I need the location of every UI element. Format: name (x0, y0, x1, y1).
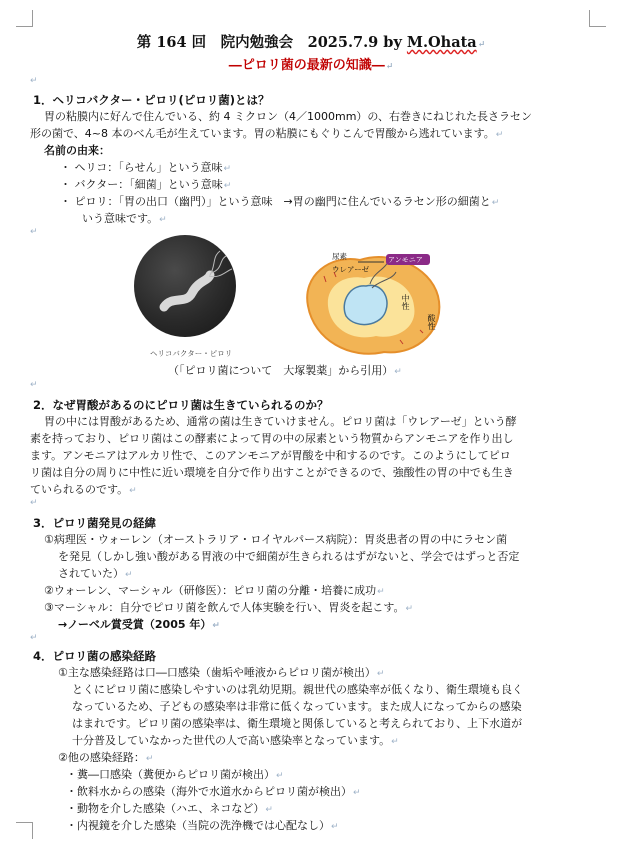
other-routes-title: ②他の感染経路：↵ (58, 751, 154, 764)
other-route-item: ・動物を介した感染（ハエ、ネコなど）↵ (66, 802, 273, 815)
nobel-prize-note: →ノーベル賞受賞（2005 年）↵ (58, 618, 220, 631)
page-corner-mark (16, 10, 33, 27)
urea-label: 尿素 (332, 252, 347, 261)
helicobacter-photo (134, 235, 236, 337)
page-corner-mark (16, 822, 33, 839)
document-subtitle: ―ピロリ菌の最新の知識―↵ (228, 58, 394, 73)
discovery-item: ②ウォーレン、マーシャル（研修医）：ピロリ菌の分離・培養に成功↵ (44, 584, 385, 597)
empty-paragraph-mark: ↵ (30, 76, 38, 86)
acid-label: 酸性 (427, 314, 436, 330)
ammonia-label: アンモニア (388, 256, 423, 264)
section2-text-line: 素を持っており、ピロリ菌はこの酵素によって胃の中の尿素という物質からアンモニアを作り出し (30, 432, 514, 445)
discovery-item-continued: されていた）↵ (58, 567, 133, 580)
author-name: M.Ohata (406, 34, 477, 51)
urease-diagram (300, 236, 450, 360)
urease-label: ウレアーゼ (332, 265, 370, 274)
section3-heading: 3．ピロリ菌発見の経緯 (33, 516, 157, 530)
document-title: 第 164 回 院内勉強会 2025.7.9 by M.Ohata↵ (136, 34, 486, 51)
section2-heading: 2．なぜ胃酸があるのにピロリ菌は生きていられるのか？ (33, 398, 329, 412)
page-corner-mark (589, 10, 606, 27)
section2-text-line: ていられるのです。↵ (30, 483, 137, 496)
empty-paragraph-mark: ↵ (30, 380, 38, 390)
other-route-item: ・糞―口感染（糞便からピロリ菌が検出）↵ (66, 768, 284, 781)
empty-paragraph-mark: ↵ (30, 227, 38, 237)
figure-caption: （「ピロリ菌について 大塚製薬」から引用）↵ (168, 364, 402, 377)
empty-paragraph-mark: ↵ (30, 498, 38, 508)
name-origin-title: 名前の由来： (44, 144, 110, 157)
section1-text-line: 形の菌で、4~8 本のべん毛が生えています。胃の粘膜にもぐりこんで胃酸から逃れています。↵ (30, 127, 504, 140)
other-route-item: ・内視鏡を介した感染（当院の洗浄機では心配なし）↵ (66, 819, 339, 832)
section2-text-line: 胃の中には胃酸があるため、通常の菌は生きていけません。ピロリ菌は「ウレアーゼ」という酵 (44, 415, 517, 428)
name-origin-item-continued: いう意味です。↵ (82, 212, 167, 225)
infection-detail-line: なっているため、子どもの感染率は非常に低くなっています。また成人になってからの感染 (72, 700, 522, 713)
section2-text-line: ます。アンモニアはアルカリ性で、このアンモニアが胃酸を中和するのです。このようにしてピロ (30, 449, 511, 462)
empty-paragraph-mark: ↵ (30, 633, 38, 643)
infection-detail-line: 十分普及していなかった世代の人で高い感染率となっています。↵ (72, 734, 399, 747)
main-infection-route: ①主な感染経路は口―口感染（歯垢や唾液からピロリ菌が検出）↵ (58, 666, 385, 679)
section4-heading: 4．ピロリ菌の感染経路 (33, 649, 157, 663)
discovery-item: ③マーシャル：自分でピロリ菌を飲んで人体実験を行い、胃炎を起こす。↵ (44, 601, 414, 614)
name-origin-item: ・ ピロリ：「胃の出口（幽門）」という意味 →胃の幽門に住んでいるラセン形の細菌と↵ (60, 195, 500, 208)
name-origin-item: ・ ヘリコ：「らせん」という意味↵ (60, 161, 231, 174)
section1-heading: 1．ヘリコバクター・ピロリ(ピロリ菌)とは？ (33, 93, 270, 107)
section2-text-line: リ菌は自分の周りに中性に近い環境を自分で作り出すことができるので、強酸性の胃の中でも生き (30, 466, 514, 479)
photo-label: ヘリコバクター・ピロリ (150, 349, 233, 358)
name-origin-item: ・ バクター：「細菌」という意味↵ (60, 178, 232, 191)
infection-detail-line: とくにピロリ菌に感染しやすいのは乳幼児期。親世代の感染率が低くなり、衛生環境も良く (72, 683, 523, 696)
infection-detail-line: はまれです。ピロリ菌の感染率は、衛生環境と関係していると考えられており、上下水道が (72, 717, 523, 730)
section1-text-line: 胃の粘膜内に好んで住んでいる、約 4 ミクロン（4／1000mm）の、右巻きにねじれた長さラセン (44, 110, 532, 123)
discovery-item: ①病理医・ウォーレン（オーストラリア・ロイヤルパース病院）：胃炎患者の胃の中にラセン菌 (44, 533, 508, 546)
discovery-item-continued: を発見（しかし強い酸がある胃液の中で細菌が生きられるはずがないと、学会ではずっと否定 (58, 550, 520, 563)
other-route-item: ・飲料水からの感染（海外で水道水からピロリ菌が検出）↵ (66, 785, 361, 798)
neutral-label: 中性 (401, 294, 410, 310)
